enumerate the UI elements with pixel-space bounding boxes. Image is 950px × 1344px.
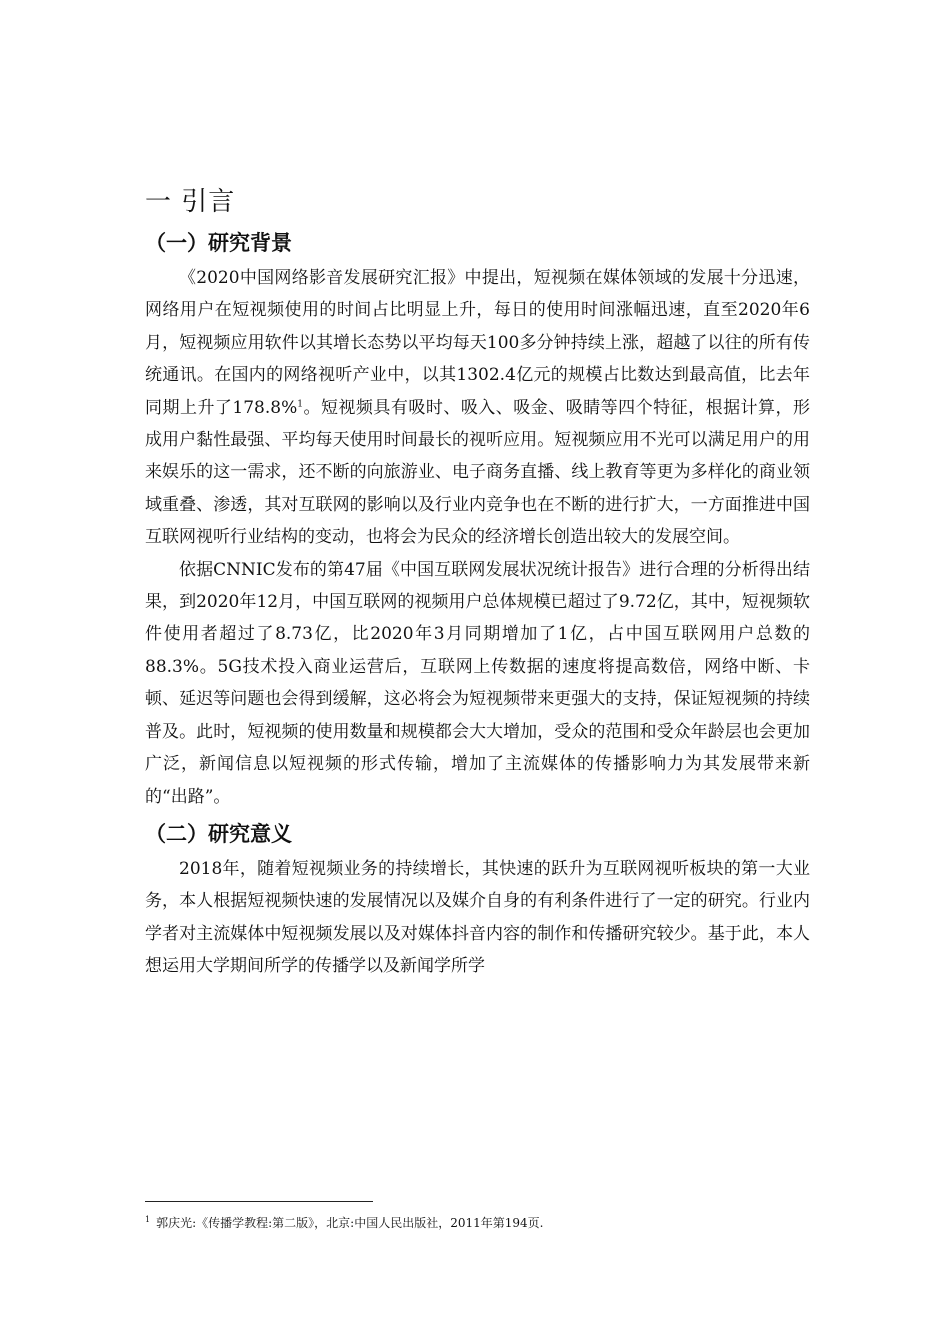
paragraph-background-1: [145, 262, 810, 554]
paragraph-background-2: 依据CNNIC发布的第47届《中国互联网发展状况统计报告》进行合理的分析得出结果，到2020年12月，中国互联网的视频用户总体规模已超过了9.72亿，其中，短视频软件使用者超过了8.73亿，比2020年3月同期增加了1亿，占中国互联网用户总数的88.3%。5G技术投入商业运营后，互联网上传数据的速度将提高数倍，网络中断、卡顿、延迟等问题也会得到缓解，这必将会为短视频带来更强大的支持，保证短视频的持续普及。此时，短视频的使用数量和规模都会大大增加，受众的范围和受众年龄层也会更加广泛，新闻信息以短视频的形式传输，增加了主流媒体的传播影响力为其发展带来新的“出路”。: [145, 559, 810, 807]
chapter-heading: 一 引言: [145, 187, 236, 217]
section-heading-significance: （二）研究意义: [145, 821, 292, 846]
footnote-mark: 1: [145, 1215, 151, 1224]
footnote: [145, 1211, 810, 1232]
page-body: [145, 180, 810, 983]
footnote-reference[interactable]: 1: [297, 398, 303, 409]
paragraph-text: 《2020中国网络影音发展研究汇报》中提出，短视频在媒体领域的发展十分迅速，网络用户在短视频使用的时间占比明显上升，每日的使用时间涨幅迅速，直至2020年6月，短视频应用软件以其增长态势以平均每天100多分钟持续上涨，超越了以往的所有传统通讯。在国内的网络视听产业中，以其1302.4亿元的规模占比数达到最高值，比去年同期上升了178.8%: [145, 268, 810, 418]
paragraph-significance-1: 2018年，随着短视频业务的持续增长，其快速的跃升为互联网视听板块的第一大业务，本人根据短视频快速的发展情况以及媒介自身的有利条件进行了一定的研究。行业内学者对主流媒体中短视频发展以及对媒体抖音内容的制作和传播研究较少。基于此，本人想运用大学期间所学的传播学以及新闻学所学: [145, 858, 810, 977]
paragraph-text: 。短视频具有吸时、吸入、吸金、吸睛等四个特征，根据计算，形成用户黏性最强、平均每天使用时间最长的视听应用。短视频应用不光可以满足用户的用来娱乐的这一需求，还不断的向旅游业、电子商务直播、线上教育等更为多样化的商业领域重叠、渗透，其对互联网的影响以及行业内竞争也在不断的进行扩大，一方面推进中国互联网视听行业结构的变动，也将会为民众的经济增长创造出较大的发展空间。: [145, 397, 811, 548]
footnote-text: 郭庆光:《传播学教程:第二版》，北京:中国人民出版社，2011年第194页.: [156, 1216, 544, 1230]
footnote-divider: [145, 1201, 373, 1202]
section-heading-background: （一）研究背景: [145, 231, 292, 255]
